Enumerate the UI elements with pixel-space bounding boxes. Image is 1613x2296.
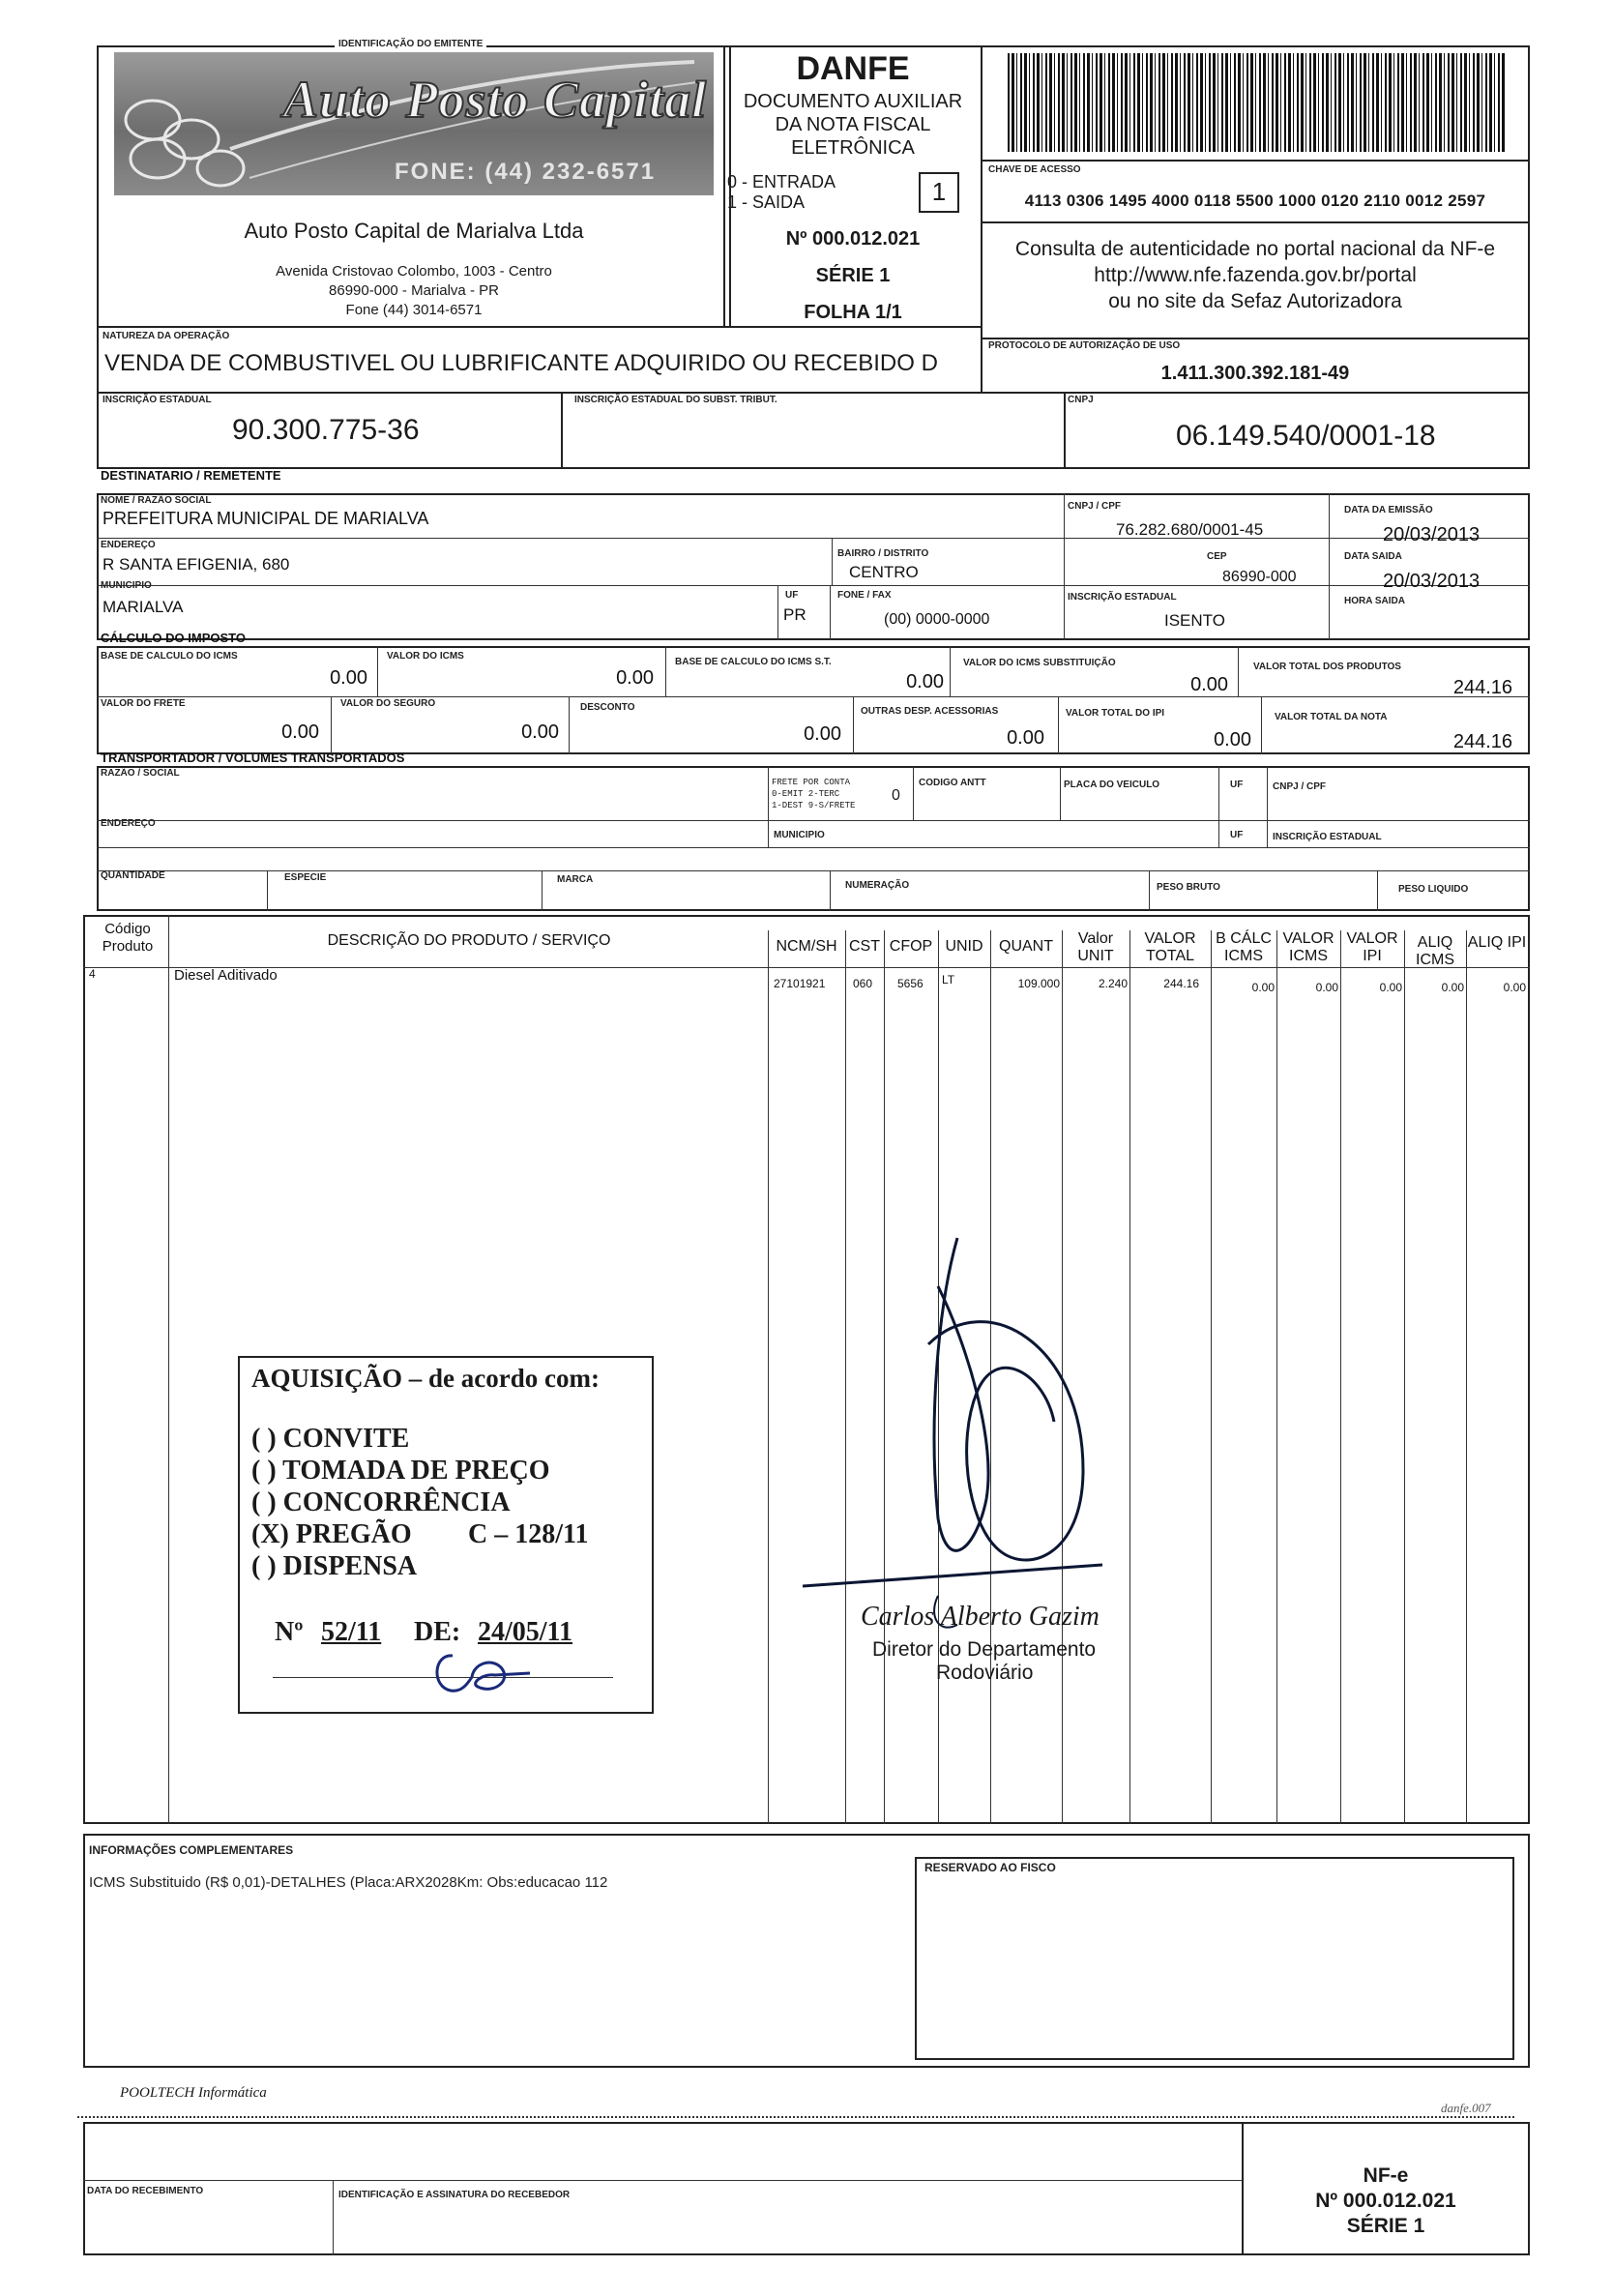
prod-col-desc — [168, 915, 169, 1824]
transp-col-numeracao — [830, 870, 831, 911]
dest-cnpj-label: CNPJ / CPF — [1068, 501, 1122, 512]
dest-col-fone — [830, 585, 831, 640]
signatory-role: Diretor do Departamento — [872, 1638, 1097, 1661]
dest-saida: 20/03/2013 — [1383, 571, 1481, 592]
emitente-cep-city: 86990-000 - Marialva - PR — [329, 282, 499, 299]
total-nota: 244.16 — [1452, 731, 1512, 752]
row-quant: 109.000 — [1017, 977, 1060, 990]
imp-col-2 — [665, 646, 666, 696]
canhoto-nfe: NF-e — [1363, 2164, 1409, 2187]
inscricao-st-label: INSCRIÇÃO ESTADUAL DO SUBST. TRIBUT. — [574, 395, 777, 405]
danfe-tipo: 1 — [931, 177, 947, 206]
dest-nome: PREFEITURA MUNICIPAL DE MARIALVA — [103, 509, 429, 528]
prod-col-vipi — [1340, 930, 1341, 1824]
transp-frete-line2: 0-EMIT 2-TERC — [772, 789, 840, 799]
footer-software: POOLTECH Informática — [120, 2085, 267, 2101]
imp-col-1 — [377, 646, 378, 696]
danfe-title: DANFE — [796, 50, 910, 87]
transp-quantidade-label: QUANTIDADE — [101, 870, 165, 881]
dest-uf-label: UF — [785, 590, 799, 601]
signatory-name: Carlos Alberto Gazim — [861, 1602, 1100, 1632]
dest-municipio: MARIALVA — [103, 598, 184, 616]
th-cst: CST — [849, 938, 880, 955]
footer-dotted-line — [77, 2116, 1514, 2118]
dest-fone: (00) 0000-0000 — [884, 611, 990, 628]
transp-ie-label: INSCRIÇÃO ESTADUAL — [1273, 832, 1382, 842]
th-vipi: VALOR IPI — [1346, 930, 1398, 964]
transp-col-uf — [1218, 766, 1219, 847]
prod-col-aipi — [1466, 930, 1467, 1824]
inscricao-value: 90.300.775-36 — [232, 414, 420, 446]
dest-cep: 86990-000 — [1222, 569, 1297, 585]
transp-marca-label: MARCA — [557, 874, 594, 885]
dest-endereco: R SANTA EFIGENIA, 680 — [103, 555, 290, 574]
consulta-line1: Consulta de autenticidade no portal nacional da NF-e — [1014, 238, 1496, 260]
transp-row-2 — [97, 847, 1530, 848]
imposto-section: CÁLCULO DO IMPOSTO — [101, 631, 246, 645]
canhoto-numero: Nº 000.012.021 — [1315, 2190, 1456, 2212]
dest-col-uf — [777, 585, 778, 640]
prod-col-vicms — [1276, 930, 1277, 1824]
transp-especie-label: ESPECIE — [284, 872, 327, 883]
base-icms: 0.00 — [330, 667, 367, 689]
transp-row-3 — [97, 870, 1530, 871]
stamp-opt-dispensa: ( ) DISPENSA — [251, 1551, 418, 1581]
imp-col-9 — [1261, 696, 1262, 754]
valor-st-label: VALOR DO ICMS SUBSTITUIÇÃO — [963, 658, 1116, 668]
emitente-phone: Fone (44) 3014-6571 — [345, 302, 483, 318]
dest-row-line-2 — [97, 585, 1530, 586]
stamp-num: 52/11 — [321, 1617, 382, 1647]
footer-form-code: danfe.007 — [1441, 2101, 1491, 2115]
danfe-subtitle-1: DOCUMENTO AUXILIAR — [743, 91, 963, 112]
transp-frete-line1: FRETE POR CONTA — [772, 778, 851, 787]
transp-municipio-label: MUNICIPIO — [774, 830, 825, 840]
prod-col-ncm — [768, 930, 769, 1824]
logo-phone: FONE: (44) 232-6571 — [395, 159, 657, 185]
emitente-address: Avenida Cristovao Colombo, 1003 - Centro — [276, 263, 552, 280]
dest-endereco-label: ENDEREÇO — [101, 540, 156, 550]
th-descricao: DESCRIÇÃO DO PRODUTO / SERVIÇO — [327, 932, 611, 949]
transp-uf-label: UF — [1230, 780, 1244, 790]
valor-icms: 0.00 — [616, 667, 654, 689]
canhoto-serie: SÉRIE 1 — [1346, 2215, 1425, 2237]
imp-col-6 — [569, 696, 570, 754]
prod-col-bcalc — [1211, 930, 1212, 1824]
row-aipi: 0.00 — [1503, 981, 1526, 994]
seguro-label: VALOR DO SEGURO — [340, 698, 436, 709]
transp-placa-label: PLACA DO VEICULO — [1064, 780, 1160, 790]
stamp-pregao-ref: C – 128/11 — [468, 1519, 589, 1549]
dest-bairro: CENTRO — [849, 563, 919, 581]
imp-col-4 — [1238, 646, 1239, 696]
transp-col-antt — [913, 766, 914, 820]
ipi: 0.00 — [1214, 729, 1251, 751]
dest-col-cnpj — [1064, 493, 1065, 640]
danfe-numero: Nº 000.012.021 — [785, 228, 921, 250]
row-codigo: 4 — [89, 967, 96, 981]
transp-frete-value: 0 — [892, 787, 900, 804]
stamp-initials — [424, 1644, 540, 1702]
danfe-subtitle-2: DA NOTA FISCAL — [775, 114, 931, 135]
danfe-folha: FOLHA 1/1 — [804, 302, 902, 323]
imp-col-5 — [331, 696, 332, 754]
transp-col-placa — [1060, 766, 1061, 820]
transp-endereco-label: ENDEREÇO — [101, 818, 156, 829]
valor-icms-label: VALOR DO ICMS — [387, 651, 464, 662]
transportador-section: TRANSPORTADOR / VOLUMES TRANSPORTADOS — [101, 751, 405, 765]
transp-razao-label: RAZÃO / SOCIAL — [101, 768, 180, 779]
info-label: INFORMAÇÕES COMPLEMENTARES — [89, 1843, 294, 1857]
row-cst: 060 — [853, 977, 873, 990]
danfe-serie: SÉRIE 1 — [815, 265, 891, 286]
emitente-label: IDENTIFICAÇÃO DO EMITENTE — [335, 39, 486, 49]
imp-col-3 — [950, 646, 951, 696]
transp-cnpj-label: CNPJ / CPF — [1273, 781, 1327, 792]
dest-emissao-label: DATA DA EMISSÃO — [1344, 505, 1433, 515]
imp-col-7 — [853, 696, 854, 754]
logo-text: Auto Posto Capital — [283, 71, 708, 129]
danfe-subtitle-3: ELETRÔNICA — [791, 137, 915, 159]
th-cfop: CFOP — [889, 938, 933, 955]
transp-numeracao-label: NUMERAÇÃO — [845, 880, 910, 891]
stamp-title: AQUISIÇÃO – de acordo com: — [251, 1364, 600, 1393]
th-vicms: VALOR ICMS — [1282, 930, 1334, 964]
emitente-name: Auto Posto Capital de Marialva Ltda — [244, 219, 584, 243]
cnpj-value: 06.149.540/0001-18 — [1176, 420, 1436, 452]
row-ncm: 27101921 — [774, 977, 826, 990]
stamp-opt-convite: ( ) CONVITE — [251, 1424, 410, 1454]
th-unid: UNID — [945, 938, 983, 955]
dest-cep-label: CEP — [1207, 551, 1227, 562]
emitente-logo — [114, 52, 714, 195]
cnpj-label: CNPJ — [1068, 395, 1094, 405]
aquisicao-stamp — [238, 1356, 654, 1714]
seguro: 0.00 — [521, 721, 559, 743]
chave-label: CHAVE DE ACESSO — [988, 164, 1081, 175]
base-icms-label: BASE DE CALCULO DO ICMS — [101, 651, 238, 662]
th-aicms: ALIQ ICMS — [1416, 934, 1454, 968]
desconto: 0.00 — [804, 723, 841, 745]
dest-municipio-label: MUNICIPIO — [101, 580, 152, 591]
total-prod: 244.16 — [1452, 677, 1512, 698]
frete: 0.00 — [281, 721, 319, 743]
dest-emissao: 20/03/2013 — [1383, 524, 1481, 545]
stamp-de-prefix: DE: — [414, 1617, 461, 1647]
desconto-label: DESCONTO — [580, 702, 635, 713]
transp-col-especie — [267, 870, 268, 911]
dest-bairro-label: BAIRRO / DISTRITO — [837, 548, 929, 559]
row-vipi: 0.00 — [1379, 981, 1402, 994]
info-value: ICMS Substituido (R$ 0,01)-DETALHES (Placa:ARX2028Km: Obs:educacao 112 — [89, 1874, 608, 1891]
fisco-label: RESERVADO AO FISCO — [924, 1861, 1056, 1874]
row-aicms: 0.00 — [1441, 981, 1464, 994]
total-prod-label: VALOR TOTAL DOS PRODUTOS — [1253, 662, 1401, 672]
prod-col-aicms — [1404, 930, 1405, 1824]
transp-col-liquido — [1377, 870, 1378, 911]
th-vtotal: VALOR TOTAL — [1144, 930, 1196, 964]
base-st: 0.00 — [906, 671, 944, 692]
dest-cnpj: 76.282.680/0001-45 — [1116, 520, 1264, 539]
transp-col-marca — [542, 870, 543, 911]
transp-col-peso — [1149, 870, 1150, 911]
row-descricao: Diesel Aditivado — [174, 967, 278, 984]
canhoto-recebimento-label: DATA DO RECEBIMENTO — [87, 2186, 204, 2196]
row-cfop: 5656 — [897, 977, 924, 990]
dest-ie: ISENTO — [1164, 611, 1225, 630]
transp-col-frete — [768, 766, 769, 847]
protocolo-label: PROTOCOLO DE AUTORIZAÇÃO DE USO — [988, 340, 1181, 351]
row-vicms: 0.00 — [1315, 981, 1338, 994]
imp-col-8 — [1058, 696, 1059, 754]
consulta-line2: http://www.nfe.fazenda.gov.br/portal — [1094, 264, 1417, 286]
th-quant: QUANT — [999, 938, 1053, 955]
transp-antt-label: CODIGO ANTT — [919, 778, 986, 788]
destinatario-section: DESTINATARIO / REMETENTE — [101, 468, 281, 483]
row-unid: LT — [942, 973, 955, 986]
prod-col-vtotal — [1129, 930, 1130, 1824]
valor-st: 0.00 — [1190, 674, 1228, 695]
th-bcalc: B CÁLC ICMS — [1216, 930, 1272, 964]
dest-nome-label: NOME / RAZÃO SOCIAL — [101, 495, 212, 506]
stamp-de: 24/05/11 — [478, 1617, 573, 1647]
transp-uf2-label: UF — [1230, 830, 1244, 840]
signatory-dept: Rodoviário — [936, 1662, 1034, 1684]
dest-col-data — [1329, 493, 1330, 640]
canhoto-row-line — [83, 2180, 1242, 2181]
ipi-label: VALOR TOTAL DO IPI — [1066, 708, 1165, 719]
imposto-row-line — [97, 696, 1530, 697]
transp-row-1 — [97, 820, 1530, 821]
dest-row-line-1 — [97, 538, 1530, 539]
produtos-header-line — [83, 967, 1530, 968]
frete-label: VALOR DO FRETE — [101, 698, 186, 709]
dest-fone-label: FONE / FAX — [837, 590, 892, 601]
row-bcalc: 0.00 — [1251, 981, 1275, 994]
transp-peso-bruto-label: PESO BRUTO — [1157, 882, 1220, 893]
chave-value: 4113 0306 1495 4000 0118 5500 1000 0120 2110 0012 2597 — [1024, 191, 1486, 210]
dest-saida-label: DATA SAIDA — [1344, 551, 1402, 562]
dest-hora-label: HORA SAIDA — [1344, 596, 1405, 606]
transp-col-cnpj — [1267, 766, 1268, 847]
natureza-label: NATUREZA DA OPERAÇÃO — [103, 331, 230, 341]
base-st-label: BASE DE CALCULO DO ICMS S.T. — [675, 657, 832, 667]
inscricao-label: INSCRIÇÃO ESTADUAL — [103, 395, 212, 405]
total-nota-label: VALOR TOTAL DA NOTA — [1275, 712, 1388, 722]
dest-col-bairro — [832, 538, 833, 585]
dest-ie-label: INSCRIÇÃO ESTADUAL — [1068, 592, 1177, 603]
row-vunit: 2.240 — [1098, 977, 1128, 990]
stamp-opt-pregao: (X) PREGÃO — [251, 1519, 412, 1549]
th-ncm: NCM/SH — [776, 938, 837, 955]
stamp-opt-concorrencia: ( ) CONCORRÊNCIA — [251, 1487, 511, 1517]
consulta-line3: ou no site da Sefaz Autorizadora — [1108, 290, 1402, 312]
th-codigo: Código Produto — [102, 921, 154, 955]
natureza-value: VENDA DE COMBUSTIVEL OU LUBRIFICANTE ADQUIRIDO OU RECEBIDO D — [104, 350, 938, 376]
canhoto-col-1 — [333, 2180, 334, 2255]
protocolo-value: 1.411.300.392.181-49 — [1160, 363, 1350, 384]
canhoto-identificacao-label: IDENTIFICAÇÃO E ASSINATURA DO RECEBEDOR — [338, 2190, 571, 2200]
fisco-box — [915, 1857, 1514, 2060]
th-aipi: ALIQ IPI — [1467, 934, 1527, 951]
danfe-saida: 1 - SAIDA — [727, 192, 806, 212]
row-vtotal: 244.16 — [1163, 977, 1199, 990]
signature-scribble — [793, 1228, 1112, 1644]
stamp-num-prefix: Nº — [275, 1617, 304, 1647]
transp-peso-liquido-label: PESO LIQUIDO — [1398, 884, 1469, 895]
outras-label: OUTRAS DESP. ACESSORIAS — [861, 706, 999, 717]
barcode — [1008, 53, 1505, 152]
stamp-opt-tomada: ( ) TOMADA DE PREÇO — [251, 1456, 550, 1486]
danfe-entrada: 0 - ENTRADA — [727, 172, 836, 191]
transp-frete-line3: 1-DEST 9-S/FRETE — [772, 801, 856, 810]
outras: 0.00 — [1007, 727, 1044, 749]
th-vunit: Valor UNIT — [1077, 930, 1114, 964]
dest-uf: PR — [783, 605, 806, 624]
